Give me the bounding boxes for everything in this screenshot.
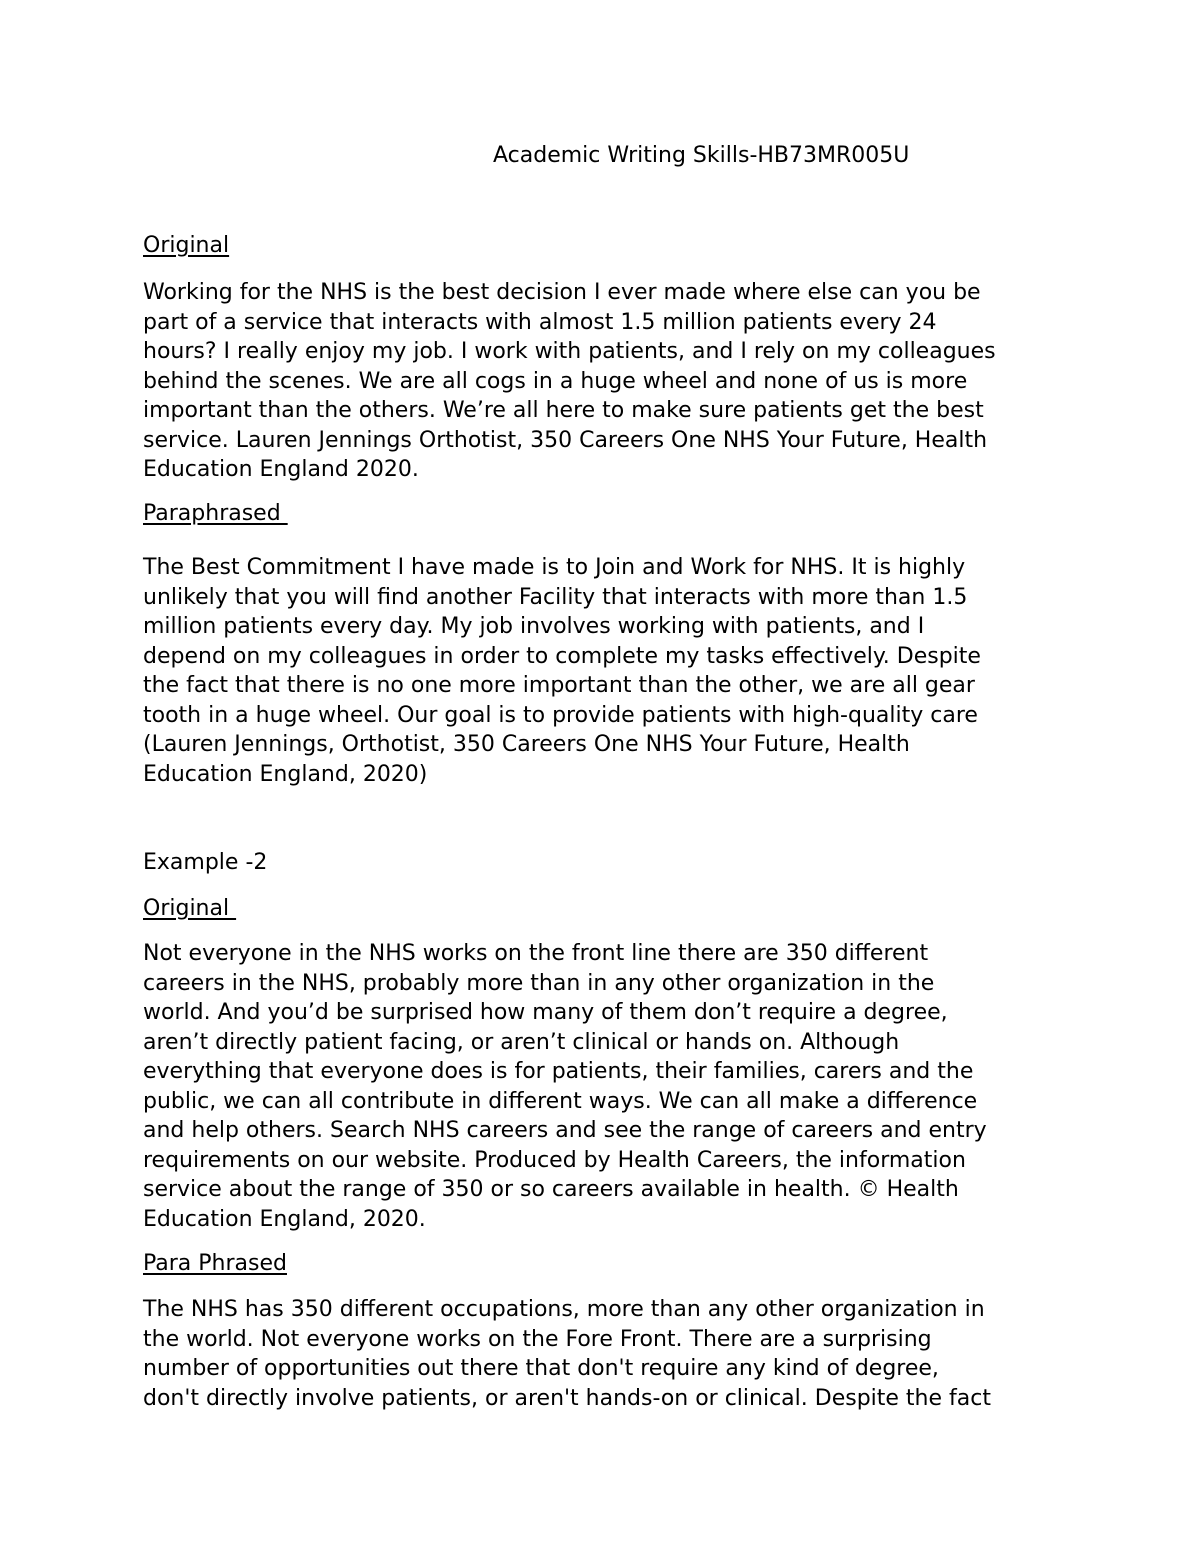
paragraph-line: service. Lauren Jennings Orthotist, 350 Careers One NHS Your Future, Health bbox=[143, 427, 988, 453]
paragraph-line: public, we can all contribute in different ways. We can all make a difference bbox=[143, 1088, 978, 1114]
section2-example-label-block bbox=[143, 848, 1073, 878]
paragraph-line: Education England, 2020. bbox=[143, 1206, 426, 1232]
paragraph-line: Not everyone in the NHS works on the front line there are 350 different bbox=[143, 941, 929, 966]
section1-original-paragraph bbox=[143, 278, 1073, 485]
paragraph-line: aren’t directly patient facing, or aren’t clinical or hands on. Although bbox=[143, 1029, 900, 1055]
paragraph-line: the world. Not everyone works on the Fore Front. There are a surprising bbox=[143, 1326, 932, 1352]
paragraph-line: the fact that there is no one more important than the other, we are all gear bbox=[143, 673, 975, 698]
section2-paraphrased-paragraph bbox=[143, 1295, 1073, 1413]
paragraph-line: requirements on our website. Produced by Health Careers, the information bbox=[143, 1147, 966, 1173]
paragraph-line: unlikely that you will find another Facility that interacts with more than 1.5 bbox=[143, 584, 968, 610]
section1-paraphrased-paragraph bbox=[143, 553, 1073, 789]
paragraph-line: Education England 2020. bbox=[143, 457, 419, 482]
paragraph-line: and help others. Search NHS careers and see the range of careers and entry bbox=[143, 1118, 987, 1143]
paragraph-line: world. And you’d be surprised how many of them don’t require a degree, bbox=[143, 1000, 948, 1025]
paragraph-line: million patients every day. My job involves working with patients, and I bbox=[143, 614, 925, 639]
paragraph-line: important than the others. We’re all here to make sure patients get the best bbox=[143, 398, 984, 423]
paragraph-line: depend on my colleagues in order to complete my tasks effectively. Despite bbox=[143, 643, 981, 669]
paragraph-line: tooth in a huge wheel. Our goal is to provide patients with high-quality care bbox=[143, 702, 978, 728]
section1-paraphrased-heading: Paraphrased bbox=[143, 501, 288, 526]
section2-original-heading: Original bbox=[143, 896, 237, 921]
section2-paraphrased-heading: Para Phrased bbox=[143, 1251, 287, 1276]
paragraph-line: everything that everyone does is for patients, their families, carers and the bbox=[143, 1059, 974, 1084]
paragraph-line: hours? I really enjoy my job. I work with patients, and I rely on my colleagues bbox=[143, 339, 996, 364]
paragraph-line: Working for the NHS is the best decision I ever made where else can you be bbox=[143, 280, 981, 305]
example-label: Example -2 bbox=[143, 850, 268, 875]
paragraph-line: number of opportunities out there that don't require any kind of degree, bbox=[143, 1356, 939, 1381]
paragraph-line: behind the scenes. We are all cogs in a huge wheel and none of us is more bbox=[143, 368, 968, 394]
paragraph-line: The NHS has 350 different occupations, more than any other organization in bbox=[143, 1297, 985, 1322]
section1-original-heading: Original bbox=[143, 233, 230, 258]
section1-paraphrased-heading-block bbox=[143, 499, 1073, 529]
paragraph-line: part of a service that interacts with almost 1.5 million patients every 24 bbox=[143, 309, 937, 335]
paragraph-line: don't directly involve patients, or aren't hands-on or clinical. Despite the fact bbox=[143, 1385, 991, 1411]
document-title: Academic Writing Skills-HB73MR005U bbox=[493, 143, 910, 168]
section2-original-paragraph bbox=[143, 939, 1073, 1234]
paragraph-line: (Lauren Jennings, Orthotist, 350 Careers One NHS Your Future, Health bbox=[143, 732, 910, 757]
paragraph-line: The Best Commitment I have made is to Join and Work for NHS. It is highly bbox=[143, 555, 966, 580]
section1-original-heading-block bbox=[143, 231, 1073, 261]
paragraph-line: service about the range of 350 or so careers available in health. © Health bbox=[143, 1177, 959, 1202]
section2-paraphrased-heading-block bbox=[143, 1249, 1073, 1279]
section2-original-heading-block bbox=[143, 894, 1073, 924]
paragraph-line: careers in the NHS, probably more than in any other organization in the bbox=[143, 970, 935, 996]
paragraph-line: Education England, 2020) bbox=[143, 761, 428, 787]
